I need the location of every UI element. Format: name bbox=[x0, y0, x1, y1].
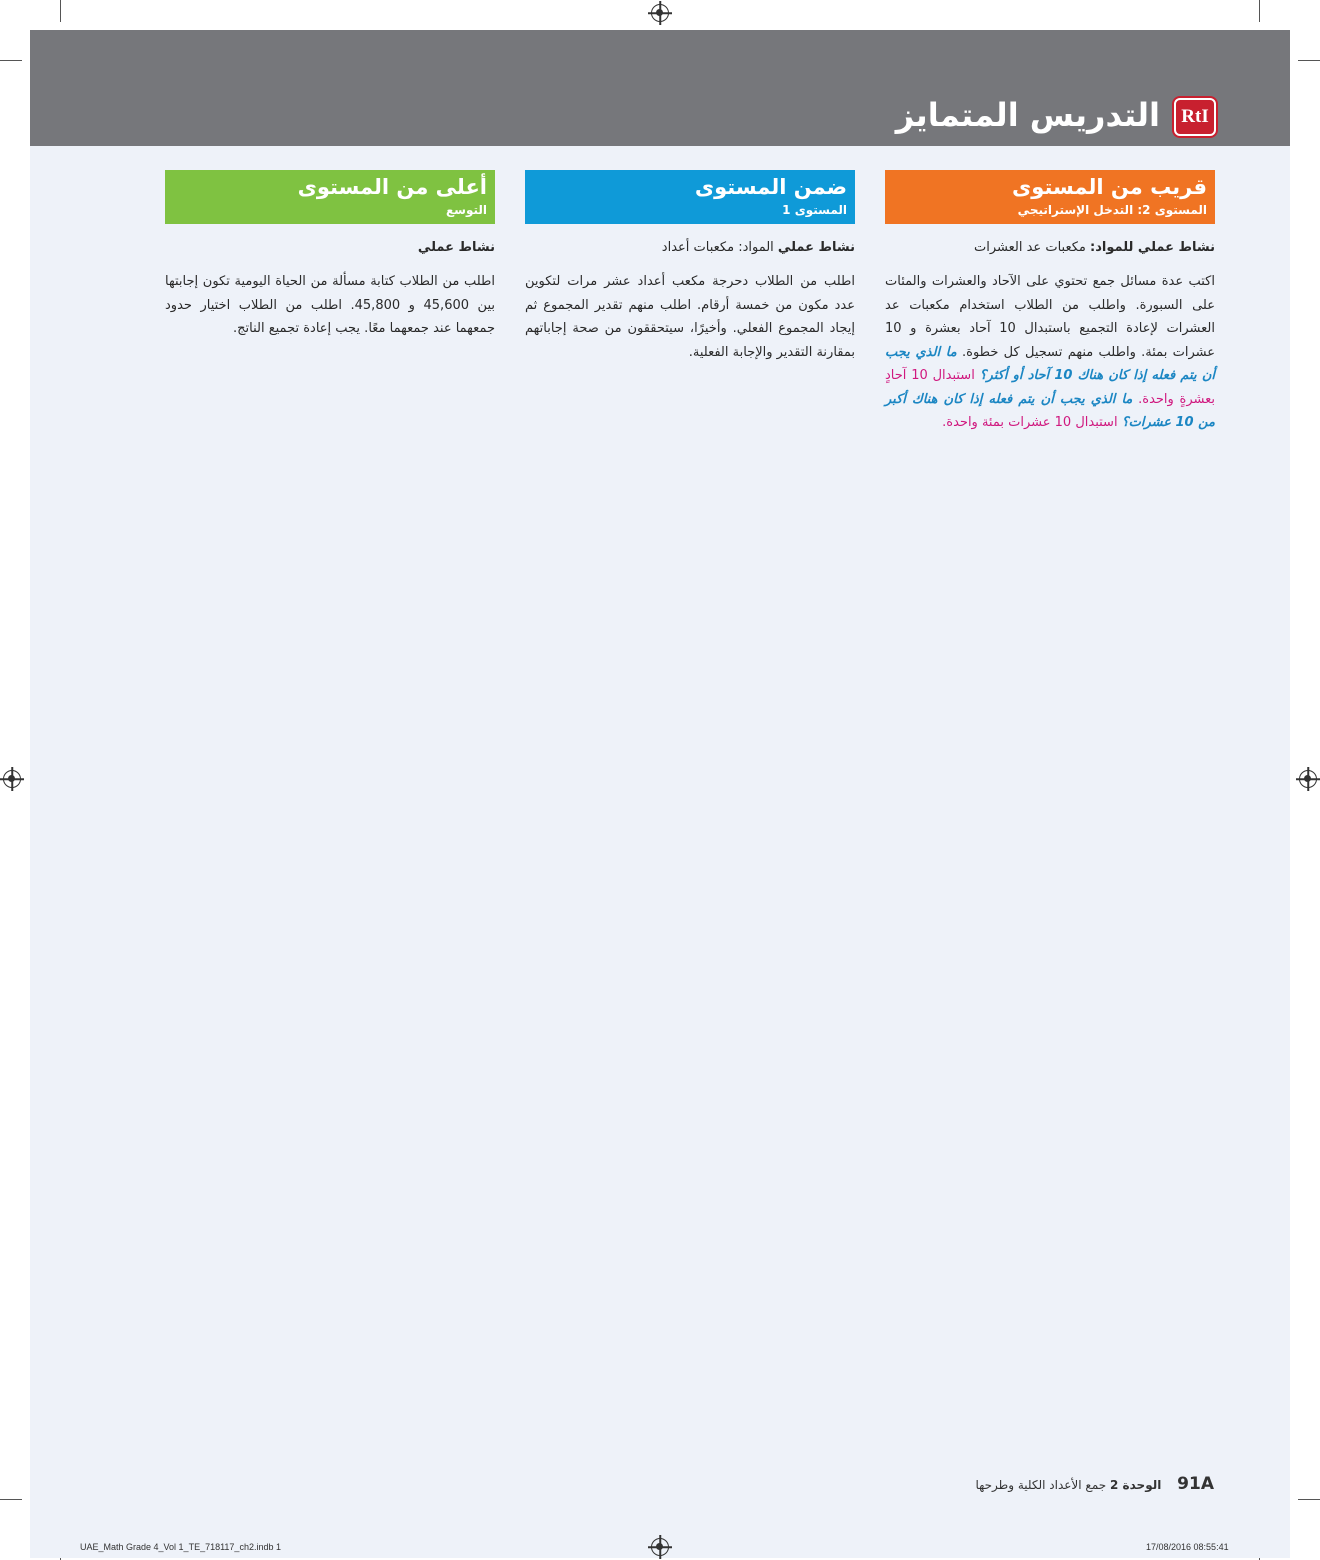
registration-mark-icon bbox=[1299, 770, 1317, 788]
column-header bbox=[525, 170, 855, 224]
column-body bbox=[885, 270, 1215, 435]
activity-line bbox=[885, 238, 1215, 258]
slug-timestamp: 17/08/2016 08:55:41 bbox=[1146, 1542, 1229, 1552]
body-text: اكتب عدة مسائل جمع تحتوي على الآحاد والعشرات والمئات على السبورة. واطلب من الطلاب استخدام مكعبات عد العشرات لإعادة التجميع باستبدال 10 آحاد بعشرة و 10 عشرات بمئة. واطلب منهم تسجيل كل خطوة. bbox=[885, 274, 1215, 360]
column-title: أعلى من المستوى bbox=[297, 175, 487, 199]
page bbox=[30, 30, 1290, 1558]
registration-mark-icon bbox=[3, 770, 21, 788]
lesson-title: جمع الأعداد الكلية وطرحها bbox=[975, 1478, 1107, 1492]
column-beyond-level bbox=[165, 170, 495, 341]
header-band bbox=[30, 30, 1290, 146]
activity-line bbox=[525, 238, 855, 258]
question-text: ما الذي يجب أن يتم فعله إذا كان هناك أكبر من 10 عشرات؟ bbox=[885, 391, 1215, 430]
page-number: 91A bbox=[1177, 1474, 1214, 1494]
column-subtitle: التوسع bbox=[445, 203, 487, 217]
crop-mark bbox=[1298, 60, 1320, 61]
rti-badge-icon: RtI bbox=[1174, 98, 1216, 136]
activity-label: نشاط عملي bbox=[777, 240, 855, 255]
column-subtitle: المستوى 2: التدخل الإستراتيجي bbox=[1017, 203, 1207, 217]
column-title: ضمن المستوى bbox=[694, 175, 847, 199]
page-title: التدريس المتمايز bbox=[895, 96, 1160, 134]
activity-text: المواد: مكعبات أعداد bbox=[661, 240, 774, 255]
registration-mark-icon bbox=[651, 1538, 669, 1556]
column-header bbox=[885, 170, 1215, 224]
crop-mark bbox=[1298, 1499, 1320, 1500]
question-text: ما الذي يجب أن يتم فعله إذا كان هناك 10 آحاد أو أكثر؟ bbox=[885, 344, 1215, 383]
page-footer bbox=[975, 1474, 1214, 1494]
slug-filename: UAE_Math Grade 4_Vol 1_TE_718117_ch2.indb 1 bbox=[80, 1542, 281, 1552]
column-title: قريب من المستوى bbox=[1012, 175, 1207, 199]
lesson-label: الوحدة 2 bbox=[1110, 1478, 1162, 1492]
crop-mark bbox=[1259, 0, 1260, 22]
registration-mark-icon bbox=[651, 4, 669, 22]
crop-mark bbox=[60, 0, 61, 22]
column-approaching-level bbox=[885, 170, 1215, 435]
answer-text: استبدال 10 آحادٍ بعشرةٍ واحدة. bbox=[885, 368, 1216, 407]
activity-label: نشاط عملي bbox=[417, 240, 495, 255]
column-on-level bbox=[525, 170, 855, 364]
activity-text: مكعبات عد العشرات bbox=[974, 240, 1086, 255]
column-body: اطلب من الطلاب كتابة مسألة من الحياة اليومية تكون إجابتها بين 45,600 و 45,800. اطلب من الطلاب اختيار حدود جمعهما عند جمعهما معًا. يجب إعادة تجميع الناتج. bbox=[165, 274, 495, 336]
column-subtitle: المستوى 1 bbox=[782, 203, 847, 217]
column-body: اطلب من الطلاب دحرجة مكعب أعداد عشر مرات لتكوين عدد مكون من خمسة أرقام. اطلب منهم تقدير المجموع ثم إيجاد المجموع الفعلي. وأخيرًا، سيتحققون من صحة إجاباتهم بمقارنة التقدير والإجابة الفعلية. bbox=[525, 274, 855, 360]
crop-mark bbox=[0, 60, 22, 61]
crop-mark bbox=[0, 1499, 22, 1500]
column-header bbox=[165, 170, 495, 224]
answer-text: استبدال 10 عشرات بمئة واحدة. bbox=[942, 415, 1118, 430]
activity-line bbox=[165, 238, 495, 258]
activity-label: نشاط عملي للمواد: bbox=[1090, 240, 1215, 255]
